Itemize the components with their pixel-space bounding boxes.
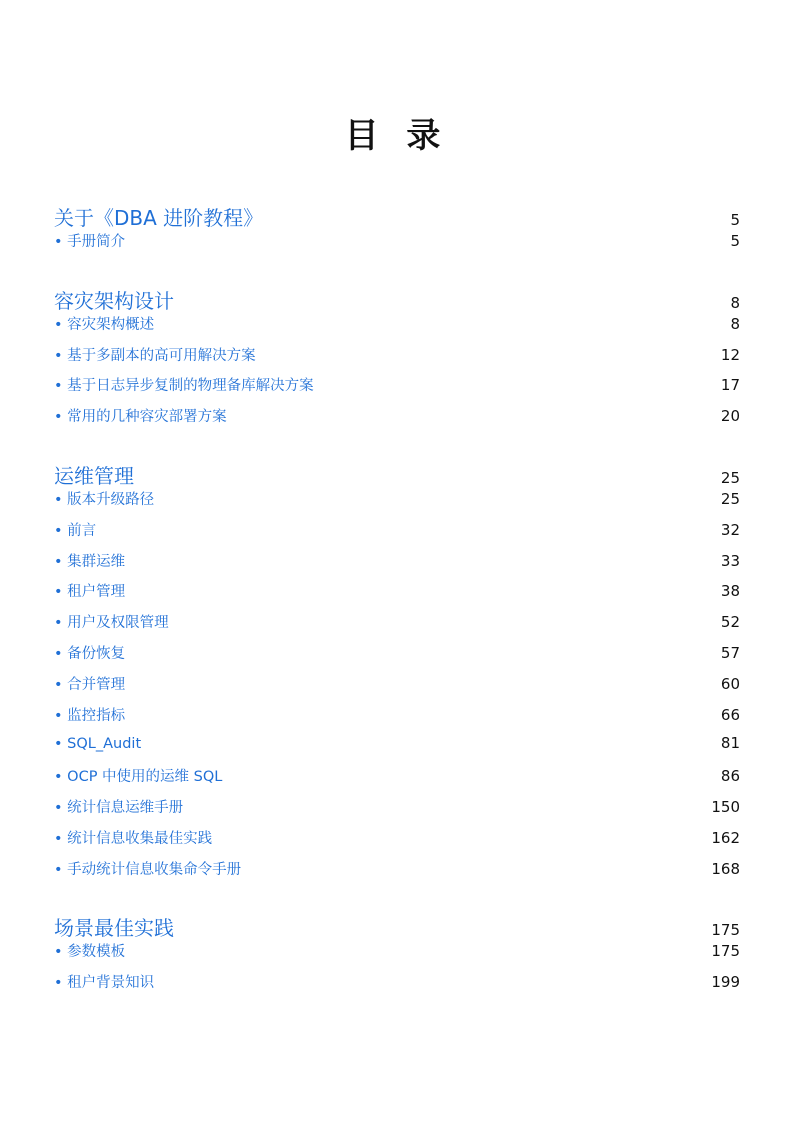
toc-page-number: 199 xyxy=(711,973,740,992)
toc-section-row xyxy=(54,190,740,230)
toc-item-row xyxy=(54,734,740,765)
toc-item-link[interactable]: • SQL_Audit xyxy=(54,736,142,753)
toc-section-row xyxy=(54,900,740,940)
toc-item-link[interactable]: • 容灾架构概述 xyxy=(54,316,155,333)
toc-section xyxy=(54,273,740,436)
toc-item-link[interactable]: • 手册简介 xyxy=(54,234,126,250)
toc-item-link[interactable]: • 前言 xyxy=(54,522,97,539)
toc-page-number: 86 xyxy=(720,767,740,786)
toc-item-row xyxy=(54,550,740,581)
toc-section-link[interactable]: 场景最佳实践 xyxy=(54,916,174,941)
toc-item-link[interactable]: • 备份恢复 xyxy=(54,645,126,662)
toc-item-row xyxy=(54,611,740,642)
toc-section xyxy=(54,190,740,261)
toc-page-number: 12 xyxy=(720,345,740,364)
toc-page-number: 25 xyxy=(720,489,740,508)
toc-section-row xyxy=(54,273,740,313)
toc-item-row xyxy=(54,796,740,827)
toc-section xyxy=(54,900,740,1002)
toc-page-number: 57 xyxy=(720,643,740,662)
toc-item-row xyxy=(54,827,740,858)
toc-item-link[interactable]: • 用户及权限管理 xyxy=(54,615,169,632)
toc-item-row xyxy=(54,488,740,519)
toc-item-link[interactable]: • OCP 中使用的运维 SQL xyxy=(54,769,223,786)
toc-item-row xyxy=(54,704,740,735)
toc-page-number: 162 xyxy=(711,828,740,847)
toc-item-row xyxy=(54,344,740,375)
page-title: 目 录 xyxy=(344,116,449,156)
toc-item-row xyxy=(54,230,740,261)
toc-item-link[interactable]: • 统计信息运维手册 xyxy=(54,799,184,816)
toc-page-number: 175 xyxy=(711,942,740,961)
toc-item-link[interactable]: • 租户背景知识 xyxy=(54,975,155,992)
toc-page-number: 33 xyxy=(720,551,740,570)
toc-page-number: 32 xyxy=(720,520,740,539)
toc-page-number: 25 xyxy=(720,468,740,487)
toc-page-number: 150 xyxy=(711,797,740,816)
toc-page-number: 175 xyxy=(711,921,740,940)
toc-item-row xyxy=(54,313,740,344)
table-of-contents xyxy=(54,190,740,1014)
toc-page-number: 66 xyxy=(720,705,740,724)
toc-section xyxy=(54,448,740,888)
toc-item-link[interactable]: • 监控指标 xyxy=(54,707,126,724)
toc-page-number: 17 xyxy=(720,376,740,395)
toc-item-row xyxy=(54,940,740,971)
toc-item-link[interactable]: • 租户管理 xyxy=(54,584,126,601)
toc-page-number: 168 xyxy=(711,859,740,878)
toc-item-row xyxy=(54,580,740,611)
toc-page-number: 60 xyxy=(720,674,740,693)
toc-section-link[interactable]: 运维管理 xyxy=(54,463,134,488)
toc-item-row xyxy=(54,405,740,436)
toc-item-link[interactable]: • 基于多副本的高可用解决方案 xyxy=(54,347,256,364)
toc-page-number: 81 xyxy=(720,734,740,753)
toc-section-link[interactable]: 容灾架构设计 xyxy=(54,288,174,313)
toc-page-number: 8 xyxy=(730,314,740,333)
toc-item-row xyxy=(54,374,740,405)
toc-item-link[interactable]: • 版本升级路径 xyxy=(54,491,155,508)
toc-page-number: 38 xyxy=(720,582,740,601)
toc-item-link[interactable]: • 常用的几种容灾部署方案 xyxy=(54,409,227,426)
toc-section-link[interactable]: 关于《DBA 进阶教程》 xyxy=(54,206,264,230)
toc-item-row xyxy=(54,519,740,550)
toc-item-row xyxy=(54,673,740,704)
toc-item-row xyxy=(54,765,740,796)
toc-page-number: 20 xyxy=(720,407,740,426)
toc-item-row xyxy=(54,642,740,673)
toc-item-link[interactable]: • 参数模板 xyxy=(54,944,126,961)
toc-section-row xyxy=(54,448,740,488)
toc-item-link[interactable]: • 统计信息收集最佳实践 xyxy=(54,830,213,847)
toc-item-link[interactable]: • 手动统计信息收集命令手册 xyxy=(54,861,242,878)
toc-item-row xyxy=(54,971,740,1002)
toc-page-number: 5 xyxy=(730,232,740,250)
toc-item-link[interactable]: • 合并管理 xyxy=(54,676,126,693)
toc-page-number: 5 xyxy=(730,211,740,229)
toc-item-link[interactable]: • 基于日志异步复制的物理备库解决方案 xyxy=(54,378,314,395)
toc-page-number: 8 xyxy=(730,293,740,312)
toc-page-number: 52 xyxy=(720,613,740,632)
toc-item-link[interactable]: • 集群运维 xyxy=(54,553,126,570)
toc-item-row xyxy=(54,858,740,889)
